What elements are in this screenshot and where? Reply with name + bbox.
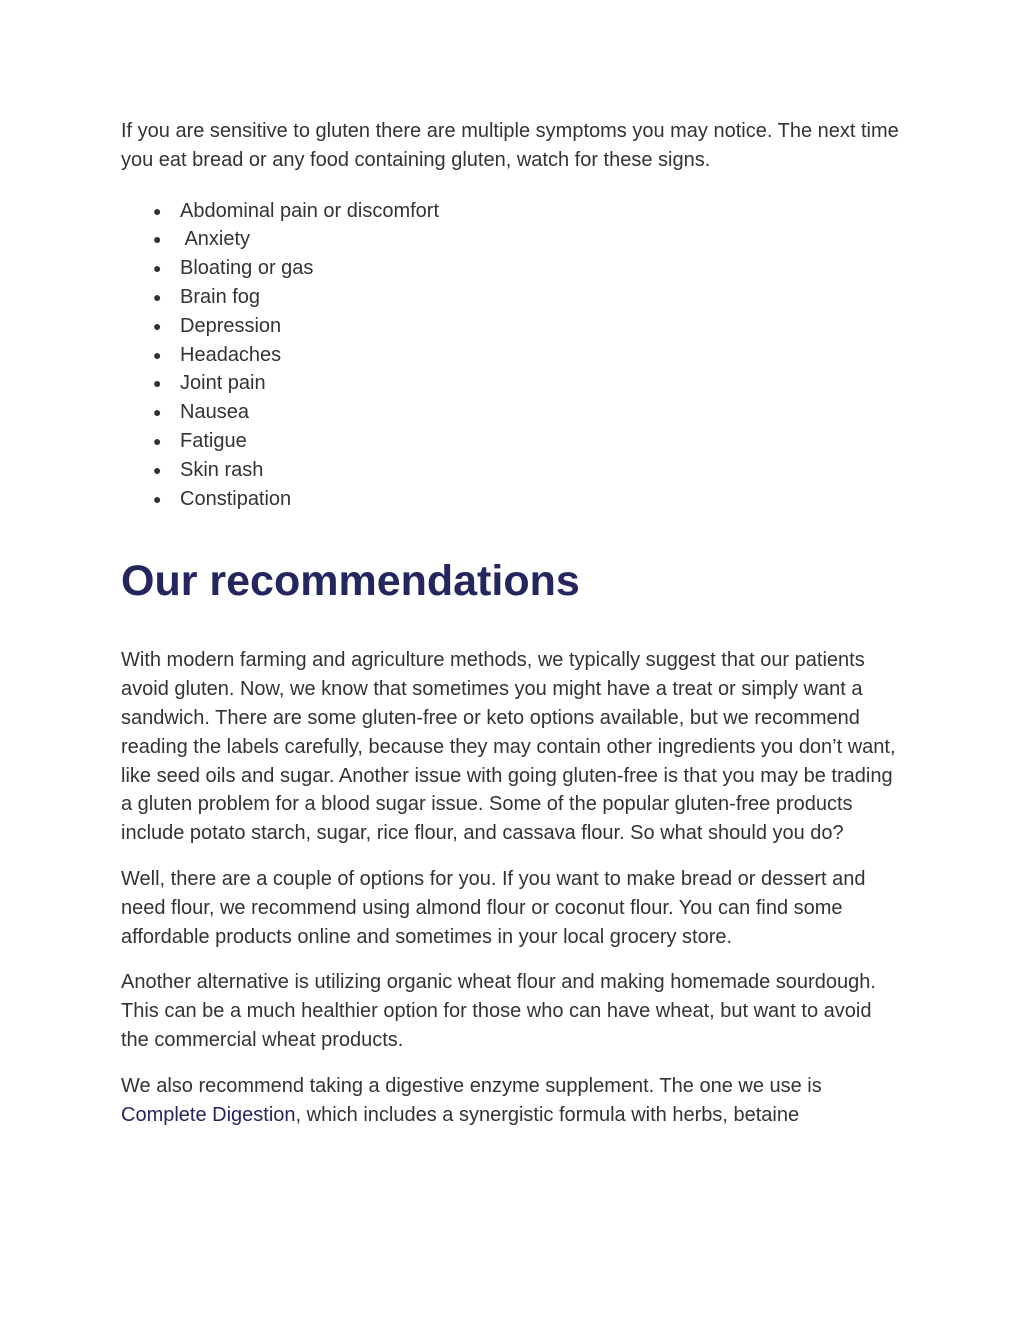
list-item bbox=[121, 456, 901, 485]
paragraph-text: We also recommend taking a digestive enzyme supplement. The one we use is bbox=[121, 1074, 822, 1097]
symptom-label: Joint pain bbox=[180, 372, 266, 395]
symptom-label: Brain fog bbox=[180, 285, 261, 308]
bullet-icon: ● bbox=[153, 317, 162, 334]
symptom-label: Headaches bbox=[180, 343, 282, 366]
symptoms-list bbox=[121, 197, 901, 514]
symptom-label: Fatigue bbox=[180, 429, 247, 452]
list-item bbox=[121, 312, 901, 341]
body-paragraph: Well, there are a couple of options for you. If you want to make bread or dessert and need flour, we recommend using almond flour or coconut flour. You can find some affordable products online and sometimes in your local grocery store. bbox=[121, 867, 866, 948]
body-paragraph: Another alternative is utilizing organic wheat flour and making homemade sourdough. This can be a much healthier option for those who can have wheat, but want to avoid the commercial wheat products. bbox=[121, 971, 876, 1051]
section-heading: Our recommendations bbox=[121, 557, 580, 606]
recommendations-body bbox=[121, 646, 901, 1129]
symptom-label: Depression bbox=[180, 314, 282, 337]
complete-digestion-link[interactable]: Complete Digestion bbox=[121, 1103, 296, 1126]
bullet-icon: ● bbox=[153, 231, 162, 248]
body-paragraph: With modern farming and agriculture methods, we typically suggest that our patients avoid gluten. Now, we know that sometimes you might have a treat or simply want a sandwich. There are some gluten-free or keto options available, but we recommend reading the labels carefully, because they may contain other ingredients you don’t want, like seed oils and sugar. Another issue with going gluten-free is that you may be trading a gluten problem for a blood sugar issue. Some of the popular gluten-free products include potato starch, sugar, rice flour, and cassava flour. So what should you do? bbox=[121, 649, 896, 845]
bullet-icon: ● bbox=[153, 375, 162, 392]
bullet-icon: ● bbox=[153, 490, 162, 507]
bullet-icon: ● bbox=[153, 202, 162, 219]
list-item bbox=[121, 398, 901, 427]
list-item bbox=[121, 427, 901, 456]
list-item bbox=[121, 369, 901, 398]
bullet-icon: ● bbox=[153, 404, 162, 421]
document-page bbox=[121, 117, 901, 1146]
paragraph-text: , which includes a synergistic formula with herbs, betaine bbox=[295, 1103, 800, 1126]
bullet-icon: ● bbox=[153, 461, 162, 478]
bullet-icon: ● bbox=[153, 288, 162, 305]
list-item bbox=[121, 283, 901, 312]
symptom-label: Anxiety bbox=[180, 228, 251, 251]
bullet-icon: ● bbox=[153, 260, 162, 277]
bullet-icon: ● bbox=[153, 346, 162, 363]
list-item bbox=[121, 197, 901, 226]
symptom-label: Nausea bbox=[180, 401, 249, 424]
symptom-label: Bloating or gas bbox=[180, 257, 314, 280]
bullet-icon: ● bbox=[153, 432, 162, 449]
list-item bbox=[121, 485, 901, 514]
symptom-label: Abdominal pain or discomfort bbox=[180, 199, 440, 222]
symptom-label: Constipation bbox=[180, 487, 292, 510]
list-item bbox=[121, 254, 901, 283]
body-paragraph bbox=[121, 1072, 901, 1130]
intro-paragraph: If you are sensitive to gluten there are multiple symptoms you may notice. The next time you eat bread or any food containing gluten, watch for these signs. bbox=[121, 120, 899, 171]
list-item bbox=[121, 341, 901, 370]
list-item bbox=[121, 225, 901, 254]
symptom-label: Skin rash bbox=[180, 458, 264, 481]
